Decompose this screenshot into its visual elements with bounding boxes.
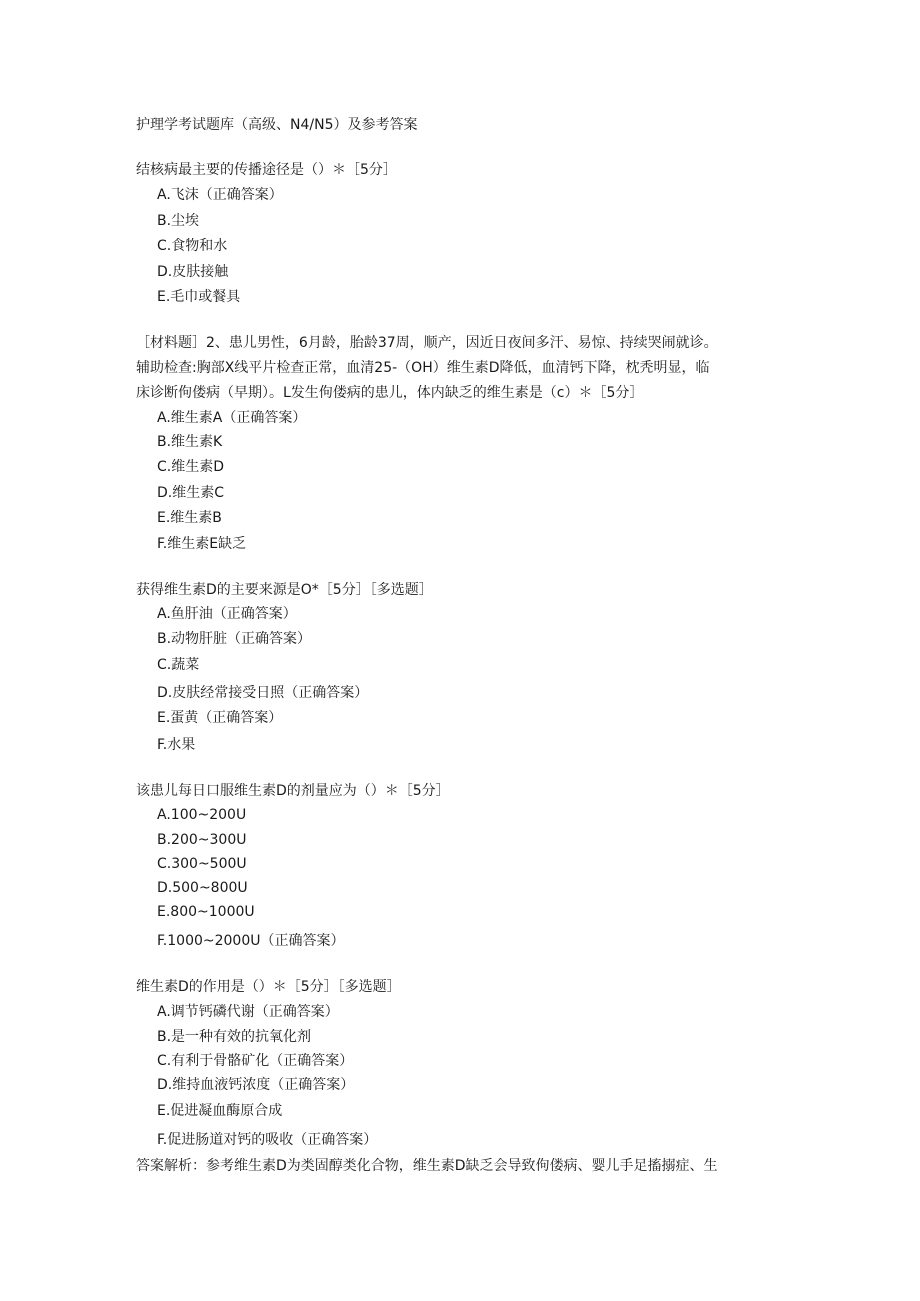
question-5-stem: 维生素D的作用是（）＊［5分］［多选题］ — [136, 979, 401, 995]
question-5-option-a: A.调节钙磷代谢（正确答案） — [157, 1004, 339, 1020]
question-1-option-b: B.尘埃 — [157, 213, 200, 229]
question-2-stem-line-3: 床诊断佝偻病（早期）。L发生佝偻病的患儿，体内缺乏的维生素是（c）＊［5分］ — [136, 385, 644, 401]
question-1-option-e: E.毛巾或餐具 — [157, 289, 241, 305]
question-2-option-d: D.维生素C — [157, 485, 225, 501]
question-2-option-e: E.维生素B — [157, 510, 222, 526]
question-1-option-d: D.皮肤接触 — [157, 264, 229, 280]
question-4-option-f: F.1000~2000U（正确答案） — [157, 933, 345, 949]
question-4-option-e: E.800~1000U — [157, 904, 255, 920]
question-3-option-a: A.鱼肝油（正确答案） — [157, 606, 297, 622]
question-2-stem-line-2: 辅助检查:胸部X线平片检查正常，血清25-（OH）维生素D降低，血清钙下降，枕秃明显，临 — [136, 360, 710, 376]
question-5-option-f: F.促进肠道对钙的吸收（正确答案） — [157, 1132, 378, 1148]
question-3-stem: 获得维生素D的主要来源是O*［5分］［多选题］ — [136, 582, 433, 598]
question-4-option-d: D.500~800U — [157, 880, 248, 896]
question-2-option-c: C.维生素D — [157, 459, 225, 475]
document-title: 护理学考试题库（高级、N4/N5）及参考答案 — [136, 117, 418, 133]
answer-analysis: 答案解析：参考维生素D为类固醇类化合物，维生素D缺乏会导致佝偻病、婴儿手足搐搦症、生 — [136, 1158, 718, 1174]
question-5-option-c: C.有利于骨骼矿化（正确答案） — [157, 1053, 354, 1069]
question-3-option-b: B.动物肝脏（正确答案） — [157, 631, 312, 647]
question-2-option-b: B.维生素K — [157, 434, 223, 450]
question-2-option-a: A.维生素A（正确答案） — [157, 410, 307, 426]
question-4-option-b: B.200~300U — [157, 832, 247, 848]
question-3-option-f: F.水果 — [157, 737, 196, 753]
question-5-option-b: B.是一种有效的抗氧化剂 — [157, 1029, 312, 1045]
question-5-option-e: E.促进凝血酶原合成 — [157, 1103, 283, 1119]
question-2-stem-line-1: ［材料题］2、患儿男性，6月龄，胎龄37周，顺产，因近日夜间多汗、易惊、持续哭闹就诊。 — [136, 335, 718, 351]
question-1-option-c: C.食物和水 — [157, 238, 228, 254]
question-3-option-d: D.皮肤经常接受日照（正确答案） — [157, 685, 369, 701]
question-4-option-c: C.300~500U — [157, 856, 247, 872]
question-3-option-c: C.蔬菜 — [157, 657, 200, 673]
question-2-option-f: F.维生素E缺乏 — [157, 536, 247, 552]
question-1-option-a: A.飞沫（正确答案） — [157, 187, 283, 203]
question-4-stem: 该患儿每日口服维生素D的剂量应为（）＊［5分］ — [136, 783, 450, 799]
question-5-option-d: D.维持血液钙浓度（正确答案） — [157, 1077, 355, 1093]
question-1-stem: 结核病最主要的传播途径是（）＊［5分］ — [136, 162, 397, 178]
question-3-option-e: E.蛋黄（正确答案） — [157, 710, 283, 726]
question-4-option-a: A.100~200U — [157, 807, 247, 823]
